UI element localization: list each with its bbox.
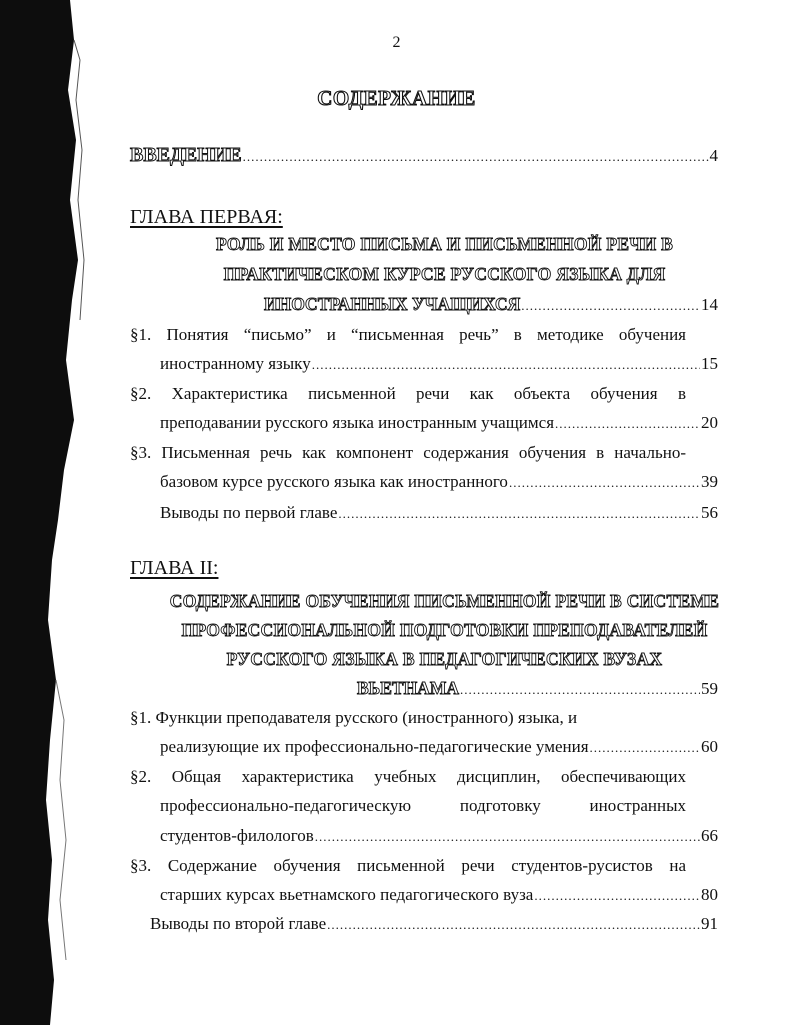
dot-leader: [460, 682, 700, 698]
chapter1-section2-line2: преподавании русского языка иностранным учащимся: [160, 413, 555, 432]
chapter1-conclusion-label: Выводы по первой главе: [160, 503, 338, 522]
chapter1-title-line: ПРАКТИЧЕСКОМ КУРСЕ РУССКОГО ЯЗЫКА ДЛЯ: [223, 264, 666, 284]
chapter2-section1-line1: §1. Функции преподавателя русского (иностранного) языка, и: [130, 708, 578, 727]
chapter2-section2-line3: студентов-филологов: [160, 826, 314, 845]
toc-entry-chapter1-title: [264, 294, 718, 315]
dot-leader: [315, 829, 700, 845]
dot-leader: [534, 888, 700, 904]
dot-leader: [555, 416, 700, 432]
chapter1-label: ГЛАВА ПЕРВАЯ:: [130, 206, 283, 228]
toc-entry-chapter2-section2: [160, 826, 718, 846]
chapter1-section3-line2: базовом курсе русского языка как иностранного: [160, 472, 508, 491]
chapter1-title-line: РОЛЬ И МЕСТО ПИСЬМА И ПИСЬМЕННОЙ РЕЧИ В: [215, 234, 674, 254]
chapter1-title-line: ИНОСТРАННЫХ УЧАЩИХСЯ: [264, 294, 521, 314]
toc-entry-chapter1-conclusion: [160, 503, 718, 523]
chapter2-section3-page: 80: [701, 885, 718, 904]
chapter2-section1-page: 60: [701, 737, 718, 756]
dot-leader: [327, 917, 700, 933]
chapter2-section2-line2: профессионально-педагогическую подготовку иностранных: [160, 796, 686, 815]
chapter1-section1-page: 15: [701, 354, 718, 373]
chapter1-section1-line1: §1. Понятия “письмо” и “письменная речь” в методике обучения: [130, 325, 686, 344]
introduction-page: 4: [709, 146, 718, 165]
toc-entry-chapter2-conclusion: [150, 914, 718, 934]
toc-entry-chapter1-section2: [160, 413, 718, 433]
dot-leader: [521, 298, 700, 314]
toc-entry-chapter1-section1: [160, 354, 718, 374]
chapter2-section2-page: 66: [701, 826, 718, 845]
scan-binding-edge: [0, 0, 96, 1025]
chapter2-title-line: ПРОФЕССИОНАЛЬНОЙ ПОДГОТОВКИ ПРЕПОДАВАТЕЛЕЙ: [181, 620, 708, 640]
chapter2-section2-line1: §2. Общая характеристика учебных дисциплин, обеспечивающих: [130, 767, 686, 786]
dot-leader: [312, 357, 700, 373]
introduction-label: ВВЕДЕНИЕ: [130, 144, 242, 166]
chapter2-label: ГЛАВА II:: [130, 557, 219, 579]
chapter1-section2-page: 20: [701, 413, 718, 432]
chapter1-section3-page: 39: [701, 472, 718, 491]
dot-leader: [590, 740, 700, 756]
chapter1-section3-line1: §3. Письменная речь как компонент содержания обучения в начально-: [130, 443, 686, 462]
toc-entry-introduction: [130, 144, 718, 167]
toc-entry-chapter2-title: [357, 678, 718, 699]
chapter2-title-line: РУССКОГО ЯЗЫКА В ПЕДАГОГИЧЕСКИХ ВУЗАХ: [226, 649, 663, 669]
dot-leader: [509, 475, 700, 491]
chapter2-conclusion-page: 91: [701, 914, 718, 933]
chapter1-title-page: 14: [701, 295, 718, 314]
chapter2-title-line: ВЬЕТНАМА: [357, 678, 459, 698]
chapter1-section2-line1: §2. Характеристика письменной речи как объекта обучения в: [130, 384, 686, 403]
chapter1-conclusion-page: 56: [701, 503, 718, 522]
toc-entry-chapter1-section3: [160, 472, 718, 492]
chapter2-section3-line2: старших курсах вьетнамского педагогического вуза: [160, 885, 534, 904]
dot-leader: [338, 506, 700, 522]
toc-entry-chapter2-section1: [160, 737, 718, 757]
chapter2-title-line: СОДЕРЖАНИЕ ОБУЧЕНИЯ ПИСЬМЕННОЙ РЕЧИ В СИСТЕМЕ: [169, 591, 720, 611]
dot-leader: [243, 149, 709, 165]
chapter2-conclusion-label: Выводы по второй главе: [150, 914, 327, 933]
chapter2-title-page: 59: [701, 679, 718, 698]
chapter1-section1-line2: иностранному языку: [160, 354, 311, 373]
toc-entry-chapter2-section3: [160, 885, 718, 905]
page-title: СОДЕРЖАНИЕ: [317, 86, 476, 110]
chapter2-section1-line2: реализующие их профессионально-педагогические умения: [160, 737, 589, 756]
page-number: 2: [392, 34, 401, 51]
chapter2-section3-line1: §3. Содержание обучения письменной речи студентов-русистов на: [130, 856, 686, 875]
